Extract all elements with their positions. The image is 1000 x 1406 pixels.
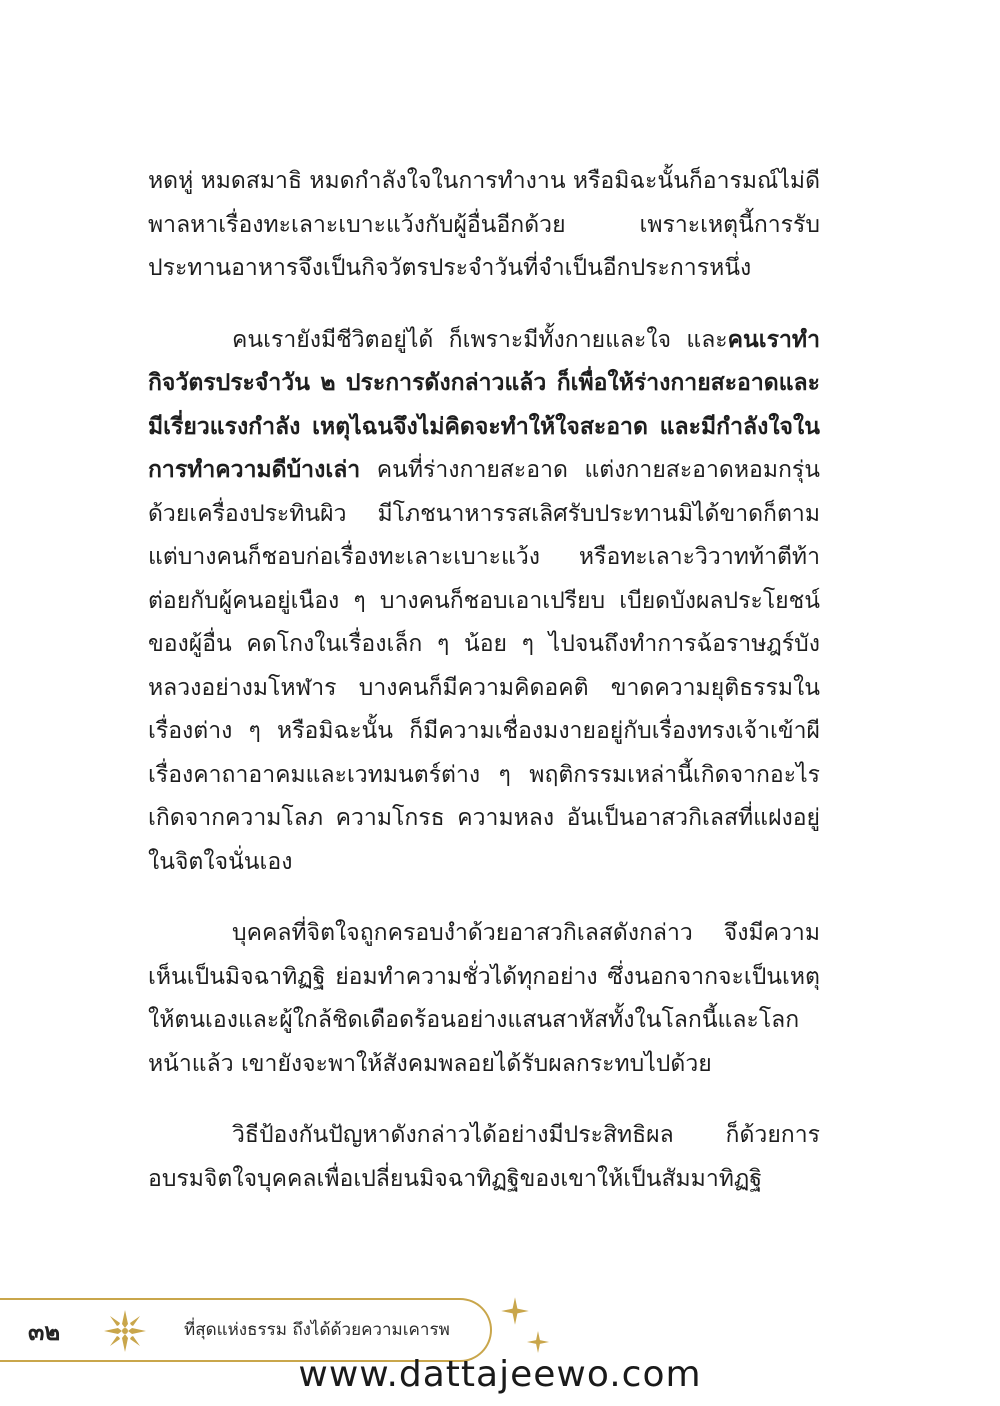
paragraph-3 <box>148 912 820 1086</box>
gold-flower-ornament-icon <box>100 1306 150 1356</box>
paragraph-2 <box>148 319 820 885</box>
paragraph-2-text-b: คนที่ร่างกายสะอาด แต่งกายสะอาดหอมกรุ่นด้วยเครื่องประทินผิว มีโภชนาหารรสเลิศรับประทานมิได้ขาดก็ตาม แต่บางคนก็ชอบก่อเรื่องทะเลาะเบาะแว้ง หรือทะเลาะวิวาทท้าตีท้าต่อยกับผู้คนอยู่เนือง ๆ บางคนก็ชอบเอาเปรียบ เบียดบังผลประโยชน์ของผู้อื่น คดโกงในเรื่องเล็ก ๆ น้อย ๆ ไปจนถึงทำการฉ้อราษฎร์บังหลวงอย่างมโหฬาร บางคนก็มีความคิดอคติ ขาดความยุติธรรมในเรื่องต่าง ๆ หรือมิฉะนั้น ก็มีความเชื่องมงายอยู่กับเรื่องทรงเจ้าเข้าผี เรื่องคาถาอาคมและเวทมนตร์ต่าง ๆ พฤติกรรมเหล่านี้เกิดจากอะไร เกิดจากความโลภ ความโกรธ ความหลง อันเป็นอาสวกิเลสที่แฝงอยู่ในจิตใจนั่นเอง <box>148 457 820 875</box>
paragraph-4 <box>148 1114 820 1201</box>
body-text <box>148 160 820 1229</box>
book-title: ที่สุดแห่งธรรม ถึงได้ด้วยความเคารพ <box>184 1320 450 1340</box>
paragraph-3-text: บุคคลที่จิตใจถูกครอบงำด้วยอาสวกิเลสดังกล่าว จึงมีความเห็นเป็นมิจฉาทิฏฐิ ย่อมทำความชั่วได้ทุกอย่าง ซึ่งนอกจากจะเป็นเหตุให้ตนเองและผู้ใกล้ชิดเดือดร้อนอย่างแสนสาหัสทั้งในโลกนี้และโลกหน้าแล้ว เขายังจะพาให้สังคมพลอยได้รับผลกระทบไปด้วย <box>148 920 820 1077</box>
paragraph-2-text-a: คนเรายังมีชีวิตอยู่ได้ ก็เพราะมีทั้งกายและใจ และ <box>232 326 728 353</box>
paragraph-2-bold-text: คนเราทำกิจวัตรประจำวัน ๒ ประการดังกล่าวแล้ว ก็เพื่อให้ร่างกายสะอาดและมีเรี่ยวแรงกำลัง เหตุไฉนจึงไม่คิดจะทำให้ใจสะอาด และมีกำลังใจในการทำความดีบ้างเล่า <box>148 326 820 483</box>
paragraph-1-text: หดหู่ หมดสมาธิ หมดกำลังใจในการทำงาน หรือมิฉะนั้นก็อารมณ์ไม่ดี พาลหาเรื่องทะเลาะเบาะแว้งกับผู้อื่นอีกด้วย เพราะเหตุนี้การรับประทานอาหารจึงเป็นกิจวัตรประจำวันที่จำเป็นอีกประการหนึ่ง <box>148 168 820 281</box>
paragraph-4-text: วิธีป้องกันปัญหาดังกล่าวได้อย่างมีประสิทธิผล ก็ด้วยการอบรมจิตใจบุคคลเพื่อเปลี่ยนมิจฉาทิฏฐิของเขาให้เป็นสัมมาทิฏฐิ <box>148 1122 820 1192</box>
website-watermark: www.dattajeewo.com <box>298 1354 702 1395</box>
paragraph-1 <box>148 160 820 291</box>
sparkle-ornament-icon <box>526 1330 550 1354</box>
sparkle-ornament-icon <box>500 1296 530 1326</box>
page-number: ๓๒ <box>28 1318 61 1346</box>
